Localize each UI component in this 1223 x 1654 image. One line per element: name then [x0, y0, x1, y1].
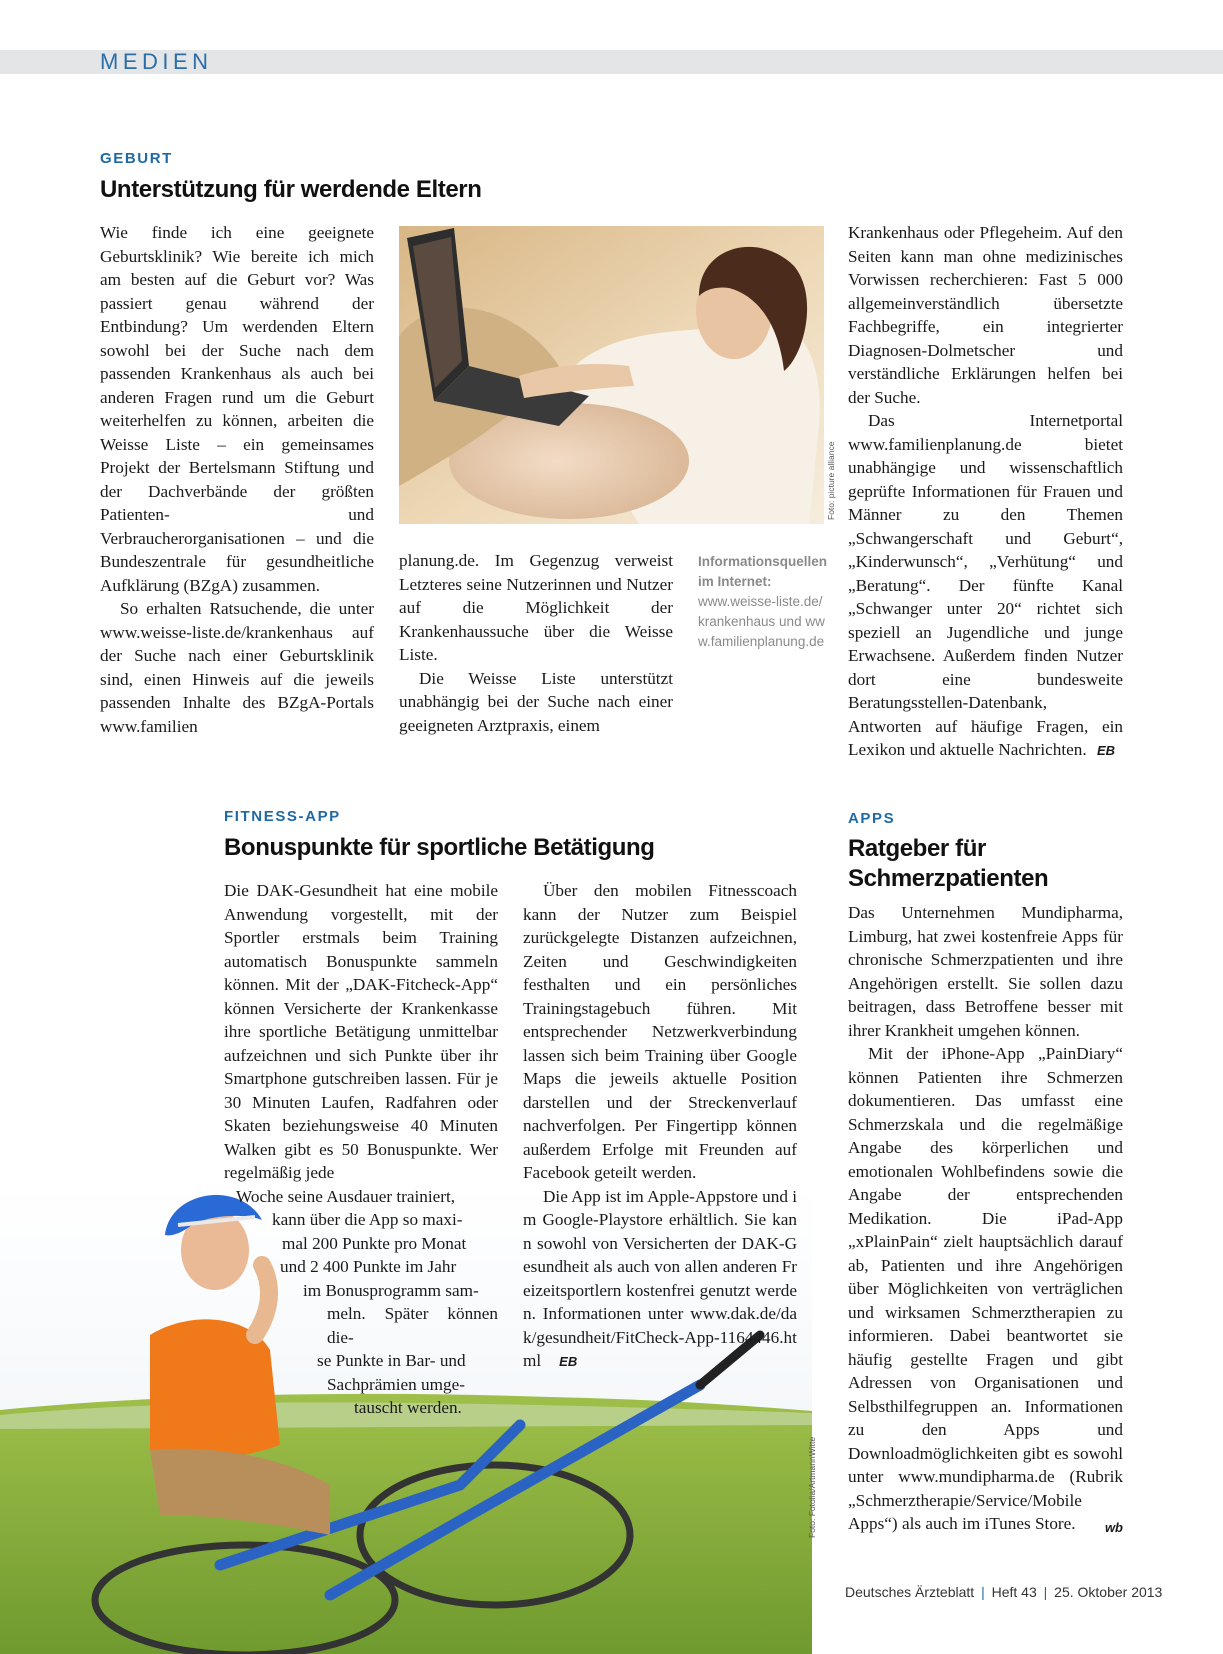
paragraph-text: Die App ist im Apple-Appstore und im Google-Playstore erhältlich. Sie kann sowohl von Versicherten der DAK-Gesundheit als auch von allen anderen Freizeitsportlern kostenfrei genutzt werden. Informationen unter www.dak.de/dak/gesundheit/FitCheck-App-1164446.html: [523, 1186, 797, 1370]
info-box: [698, 552, 826, 652]
article2-column-1: [224, 879, 498, 1420]
article1-headline: Unterstützung für werdende Eltern: [100, 176, 482, 203]
text-line: Sachprämien umge-: [327, 1374, 465, 1394]
headline-line: Schmerzpatienten: [848, 865, 1049, 892]
photo-credit: Foto: picture alliance: [826, 441, 836, 520]
info-links: www.weisse-liste.de/krankenhaus und www.familienplanung.de: [698, 594, 825, 649]
section-title: MEDIEN: [100, 49, 213, 74]
paragraph: [848, 409, 1123, 763]
paragraph: [848, 1042, 1123, 1536]
paragraph: [523, 1185, 797, 1374]
info-title: Informationsquellen im Internet:: [698, 554, 828, 589]
paragraph-text: Mit der iPhone-App „PainDiary“ können Patienten ihre Schmerzen dokumentieren. Das umfasst eine Schmerzskala und die regelmäßige Angabe des körperlichen und emotionalen Wohlbefindens sowie die Angabe der entsprechenden Medikation. Die iPad-App „xPlainPain“ zielt hauptsächlich darauf ab, Patienten und ihre Angehörigen über Möglichkeiten von verträglichen und wirksamen Schmerztherapien zu informieren. Dabei beantwortet sie häufig gestellte Fragen und gibt Adressen von Organisationen und Selbsthilfegruppen an. Informationen zu den Apps und Downloadmöglichkeiten gibt es sowohl unter www.mundipharma.de (Rubrik „Schmerztherapie/Service/Mobile Apps“) als auch im iTunes Store.: [848, 1044, 1123, 1533]
paragraph: Das Unternehmen Mundipharma, Limburg, hat zwei kostenfreie Apps für chronische Schmerzpatienten und ihre Angehörigen erstellt. Sie sollen dazu beitragen, dass Betroffene besser mit ihrer Krankheit umgehen können.: [848, 903, 1123, 1040]
paragraph: Wie finde ich eine geeignete Geburtsklinik? Wie bereite ich mich am besten auf die Geburt vor? Was passiert genau während der Entbindung? Um werdenden Eltern sowohl bei der Suche nach dem passenden Krankenhaus als auch bei anderen Fragen rund um die Geburt weiterhelfen zu können, arbeiten die Weisse Liste – ein gemeinsames Projekt der Bertelsmann Stiftung und der Dachverbände der größten Patienten- und Verbraucherorganisationen – und die Bundeszentrale für gesundheitliche Aufklärung (BZgA) zusammen.: [100, 223, 374, 595]
text-line: im Bonusprogramm sam-: [303, 1280, 479, 1300]
footer-divider: |: [1043, 1584, 1048, 1600]
article2-kicker: FITNESS-APP: [224, 808, 341, 825]
signature: EB: [559, 1354, 578, 1369]
article1-column-1: [100, 221, 374, 738]
text-line: tauscht werden.: [354, 1398, 462, 1417]
article2-headline: Bonuspunkte für sportliche Betätigung: [224, 834, 655, 861]
photo-credit: Foto: Fotolia/ArtmannWitte: [807, 1436, 817, 1538]
paragraph: So erhalten Ratsuchende, die unter www.weisse-liste.de/krankenhaus auf der Suche nach einer Geburtsklinik sind, einen Hinweis auf die jeweils passenden Inhalte des BZgA-Portals www.familien: [100, 599, 374, 736]
article1-column-3: [848, 221, 1123, 763]
paragraph: planung.de. Im Gegenzug verweist Letzteres seine Nutzerinnen und Nutzer auf die Möglichkeit der Krankenhaussuche über die Weisse Liste.: [399, 551, 673, 664]
text-line: kann über die App so maxi-: [272, 1210, 463, 1229]
article1-kicker: GEBURT: [100, 150, 173, 167]
page-footer: [845, 1584, 1162, 1600]
text-line: se Punkte in Bar- und: [317, 1351, 466, 1370]
paragraph: Krankenhaus oder Pflegeheim. Auf den Seiten kann man ohne medizinisches Vorwissen recherchieren: Fast 5 000 allgemeinverständlich übersetzte Fachbegriffe, ein integrierter Diagnosen-Dolmetscher und verständliche Erklärungen helfen bei der Suche.: [848, 223, 1123, 407]
text-line: Woche seine Ausdauer trainiert,: [236, 1186, 456, 1206]
paragraph: Die Weisse Liste unterstützt unabhängig bei der Suche nach einer geeigneten Arztpraxis, einem: [399, 668, 673, 735]
signature: wb: [1104, 1520, 1123, 1535]
footer-divider: |: [981, 1584, 985, 1600]
headline-line: Ratgeber für: [848, 835, 986, 862]
paragraph: Über den mobilen Fitnesscoach kann der Nutzer zum Beispiel zurückgelegte Distanzen aufzeichnen, Zeiten und Geschwindigkeiten festhalten und ein persönliches Trainingstagebuch führen. Mit entsprechender Netzwerkverbindung lassen sich beim Training über Google Maps die jeweils aktuelle Position darstellen und der Streckenverlauf nachverfolgen. Per Fingertipp können außerdem Erfolge mit Freunden auf Facebook geteilt werden.: [523, 881, 797, 1182]
issue-date: 25. Oktober 2013: [1054, 1584, 1163, 1600]
article3-kicker: APPS: [848, 810, 896, 827]
journal-name: Deutsches Ärzteblatt: [845, 1584, 975, 1600]
issue-number: Heft 43: [991, 1584, 1037, 1600]
paragraph-text: Das Internetportal www.familienplanung.de bietet unabhängige und wissenschaftlich geprüfte Informationen für Frauen und Männer zu den Themen „Schwangerschaft und Geburt“, „Kinderwunsch“, „Verhütung“ und „Beratung“. Der fünfte Kanal „Schwanger unter 20“ richtet sich speziell an Jugendliche und junge Erwachsene. Außerdem finden Nutzer dort eine bundesweite Beratungsstellen-Datenbank, Antworten auf häufige Fragen, ein Lexikon und aktuelle Nachrichten.: [848, 411, 1123, 759]
article3-headline: [848, 834, 1048, 894]
article1-column-2: [399, 549, 673, 737]
text-line: und 2 400 Punkte im Jahr: [280, 1257, 457, 1276]
article2-column-2: [523, 879, 797, 1374]
photo-pregnant-woman-laptop: [399, 226, 824, 524]
text-line: mal 200 Punkte pro Monat: [282, 1233, 467, 1253]
paragraph: Die DAK-Gesundheit hat eine mobile Anwendung vorgestellt, mit der Sportler erstmals beim Training automatisch Bonuspunkte sammeln können. Mit der „DAK-Fitcheck-App“ können Versicherte der Krankenkasse ihre sportliche Betätigung unmittelbar aufzeichnen und sich Punkte über ihr Smartphone gutschreiben lassen. Für je 30 Minuten Laufen, Radfahren oder Skaten beziehungsweise 40 Minuten Walken gibt es 50 Bonuspunkte. Wer regelmäßig jede: [224, 881, 498, 1182]
signature: EB: [1096, 743, 1115, 758]
article3-column: [848, 901, 1123, 1540]
photo-illustration: [399, 226, 824, 524]
text-line: meln. Später können die-: [327, 1304, 498, 1347]
